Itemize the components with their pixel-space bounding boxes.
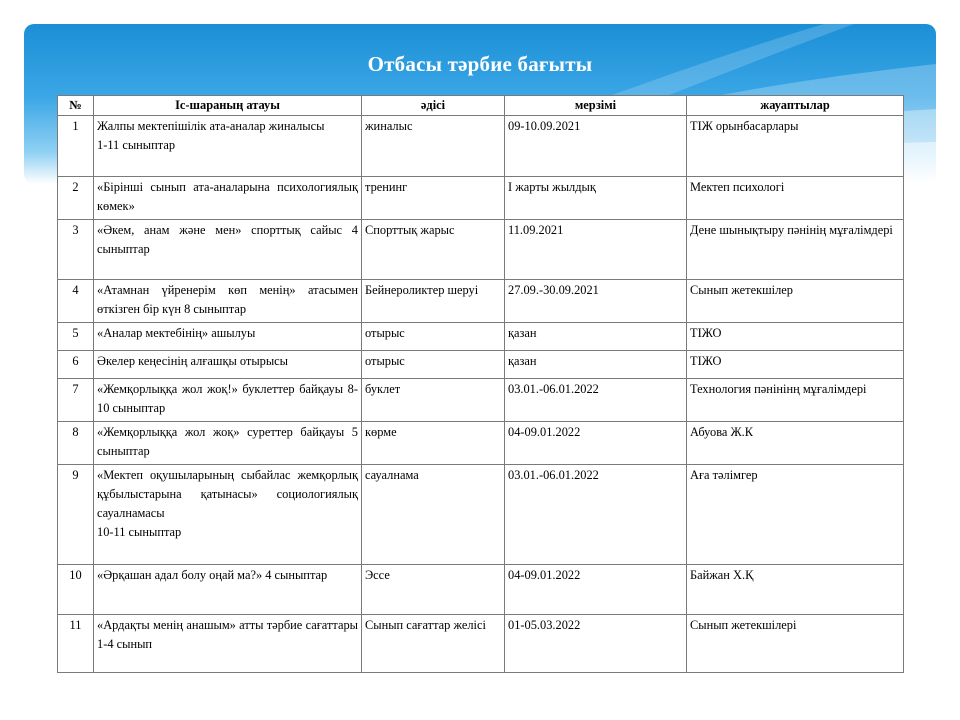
table-row	[58, 565, 904, 615]
table-row	[58, 220, 904, 280]
cell-name: «Жемқорлыққа жол жоқ!» буклеттер байқауы 8-10 сыныптар	[94, 379, 362, 422]
cell-num: 7	[58, 379, 94, 422]
cell-name: «Ардақты менің анашым» атты тәрбие сағаттары 1-4 сынып	[94, 615, 362, 673]
cell-responsible: Сынып жетекшілері	[687, 615, 904, 673]
table-row	[58, 323, 904, 351]
cell-name: «Аналар мектебінің» ашылуы	[94, 323, 362, 351]
cell-date: қазан	[505, 351, 687, 379]
header-date: мерзімі	[505, 96, 687, 116]
table-row	[58, 422, 904, 465]
cell-method: отырыс	[362, 323, 505, 351]
cell-name: «Бірінші сынып ата-аналарына психологиялық көмек»	[94, 177, 362, 220]
table-row	[58, 465, 904, 565]
cell-responsible: Мектеп психологі	[687, 177, 904, 220]
cell-name: «Әрқашан адал болу оңай ма?» 4 сыныптар	[94, 565, 362, 615]
cell-responsible: ТІЖ орынбасарлары	[687, 116, 904, 177]
cell-date: қазан	[505, 323, 687, 351]
cell-num: 10	[58, 565, 94, 615]
table-header-row	[58, 96, 904, 116]
cell-name: Әкелер кеңесінің алғашқы отырысы	[94, 351, 362, 379]
cell-num: 8	[58, 422, 94, 465]
cell-num: 1	[58, 116, 94, 177]
cell-responsible: Абуова Ж.К	[687, 422, 904, 465]
cell-responsible: ТІЖО	[687, 351, 904, 379]
table-row	[58, 116, 904, 177]
table-row	[58, 280, 904, 323]
cell-num: 5	[58, 323, 94, 351]
cell-date: І жарты жылдық	[505, 177, 687, 220]
header-name: Іс-шараның атауы	[94, 96, 362, 116]
header-responsible: жауаптылар	[687, 96, 904, 116]
cell-num: 3	[58, 220, 94, 280]
cell-date: 11.09.2021	[505, 220, 687, 280]
events-table	[57, 95, 904, 673]
cell-method: Сынып сағаттар желісі	[362, 615, 505, 673]
cell-date: 01-05.03.2022	[505, 615, 687, 673]
cell-method: Бейнероликтер шеруі	[362, 280, 505, 323]
cell-responsible: Аға тәлімгер	[687, 465, 904, 565]
cell-date: 04-09.01.2022	[505, 422, 687, 465]
cell-num: 6	[58, 351, 94, 379]
header-method: әдісі	[362, 96, 505, 116]
cell-date: 04-09.01.2022	[505, 565, 687, 615]
cell-num: 4	[58, 280, 94, 323]
cell-num: 2	[58, 177, 94, 220]
cell-num: 11	[58, 615, 94, 673]
cell-num: 9	[58, 465, 94, 565]
cell-name: «Жемқорлыққа жол жоқ» суреттер байқауы 5 сыныптар	[94, 422, 362, 465]
cell-responsible: Технология пәнінінң мұғалімдері	[687, 379, 904, 422]
cell-responsible: Дене шынықтыру пәнінің мұғалімдері	[687, 220, 904, 280]
cell-responsible: ТІЖО	[687, 323, 904, 351]
cell-method: тренинг	[362, 177, 505, 220]
cell-date: 03.01.-06.01.2022	[505, 379, 687, 422]
cell-method: буклет	[362, 379, 505, 422]
slide-title: Отбасы тәрбие бағыты	[367, 52, 593, 76]
cell-responsible: Сынып жетекшілер	[687, 280, 904, 323]
cell-responsible: Байжан Х.Қ	[687, 565, 904, 615]
header-num: №	[58, 96, 94, 116]
cell-name: «Әкем, анам және мен» спорттық сайыс 4 сыныптар	[94, 220, 362, 280]
cell-method: Эссе	[362, 565, 505, 615]
cell-method: жиналыс	[362, 116, 505, 177]
table-row	[58, 351, 904, 379]
cell-name: Жалпы мектепішілік ата-аналар жиналысы 1-11 сыныптар	[94, 116, 362, 177]
table-row	[58, 379, 904, 422]
cell-date: 03.01.-06.01.2022	[505, 465, 687, 565]
cell-name: «Атамнан үйренерім көп менің» атасымен өткізген бір күн 8 сыныптар	[94, 280, 362, 323]
table-row	[58, 177, 904, 220]
cell-method: Спорттық жарыс	[362, 220, 505, 280]
cell-method: сауалнама	[362, 465, 505, 565]
table-row	[58, 615, 904, 673]
cell-date: 27.09.-30.09.2021	[505, 280, 687, 323]
cell-name: «Мектеп оқушыларының сыбайлас жемқорлық құбылыстарына қатынасы» социологиялық сауалнамасы 10-11 сыныптар	[94, 465, 362, 565]
cell-method: отырыс	[362, 351, 505, 379]
cell-date: 09-10.09.2021	[505, 116, 687, 177]
cell-method: көрме	[362, 422, 505, 465]
